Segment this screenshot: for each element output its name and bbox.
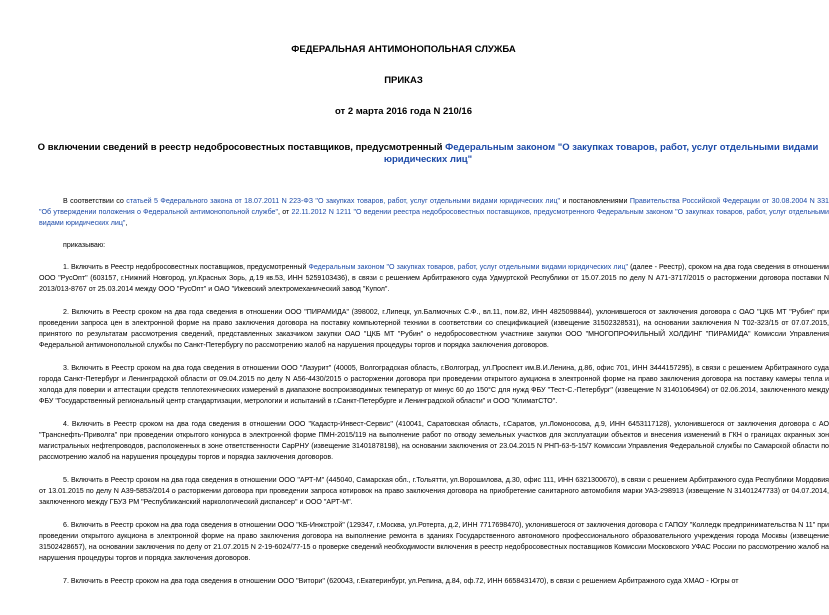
item-5: 5. Включить в Реестр сроком на два года сведения в отношении ООО "АРТ-М" (445040, Самарская обл., г.Тольятти, ул.Ворошилова, д.30, офис 111, ИНН 6321300670), в связи с решением Арбитражного суда Республики Мордовия от 13.01.2015 по делу N А39-5853/2014 о расторжении договора при проведении запроса котировок на право заключения договора на приобретение санитарного автомобиля марки УАЗ-298913 (извещение N 31401247733) от 04.07.2014, заключенного между ГБУЗ РМ "Республиканский наркологический диспансер" и ООО "АРТ-М". (39, 476, 829, 506)
preamble-text-2: и постановлениями (560, 197, 630, 205)
link-postanovlenie-331[interactable]: Правительства Российской Федерации от 30.08.2004 N 331 "Об утверждении положения о Федеральной антимонопольной службе" (39, 197, 829, 216)
item-1 (39, 262, 829, 295)
item-4: 4. Включить в Реестр сроком на два года сведения в отношении ООО "Кадастр-Инвест-Сервис" (410041, Саратовская область, г.Саратов, ул.Ломоносова, д.9, ИНН 6453117128), уклонившегося от заключения договора с АО "Транснефть-Приволга" при проведении открытого конкурса в электронной форме ПМН-2015/119 на выполнение работ по отводу земельных участков для эксплуатации объектов и внесения изменений в ГКН о границах охранных зон магистральных нефтепроводов, расположенных в зоне ответственности СарРНУ (извещение 31401878198), на основании заключения от 23.04.2015 N РНП-63-5-15/7 Комиссии Управления Федеральной службы по Самарской области по рассмотрению жалоб на нарушения процедуры торгов и порядка заключения договоров. (39, 420, 829, 461)
item-7: 7. Включить в Реестр сроком на два года сведения в отношении ООО "Витори" (620043, г.Екатеринбург, ул.Репина, д.84, оф.72, ИНН 6658431470), в связи с решением Арбитражного суда ХМАО - Югры от (63, 577, 739, 585)
doc-body (39, 196, 829, 587)
preamble-text-4: , (125, 219, 128, 227)
item-3: 3. Включить в Реестр сроком на два года сведения в отношении ООО "Лазурит" (40005, Волгоградская область, г.Волгоград, ул.Проспект им.В.И.Ленина, д.86, офис 701, ИНН 3444157295), в связи с решением Арбитражного суда города Санкт-Петербург и Ленинградской области от 09.04.2015 по делу N А56-4430/2015 о расторжении договора при проведении открытого аукциона в электронной форме на право заключения договора на поставку камеры тепла и холода для поверки и аттестации средств теплотехнических измерений в диапазоне воспроизводимых температур от минус 60 до 150°С для нужд ФБУ "Тест-С.-Петербург" (извещение N 31401064964) от 02.06.2014, заключенного между ФБУ "Государственный региональный центр стандартизации, метрологии и испытаний в г.Санкт-Петербурге и Ленинградской области" и ООО "КлиматСТО". (39, 364, 829, 405)
preamble-text-1: В соответствии со (63, 197, 127, 205)
link-article-5[interactable]: статьей 5 Федерального закона от 18.07.2011 N 223-ФЗ "О закупках товаров, работ, услуг отдельными видами юридических лиц" (126, 197, 561, 205)
doc-date-number: от 2 марта 2016 года N 210/16 (334, 106, 472, 117)
title-text: О включении сведений в реестр недобросовестных поставщиков, предусмотренный (37, 142, 446, 153)
doc-title (33, 142, 823, 166)
link-postanovlenie-1211[interactable]: 22.11.2012 N 1211 "О ведении реестра недобросовестных поставщиков, предусмотренного Федеральным законом "О закупках товаров, работ, услуг отдельными видами юридических лиц" (39, 208, 829, 227)
item-2: 2. Включить в Реестр сроком на два года сведения в отношении ООО "ПИРАМИДА" (398002, г.Липецк, ул.Балмочных С.Ф., вл.11, пом.82, ИНН 4825098844), уклонившегося от заключения договора с ОАО "ЦКБ МТ "Рубин" при проведении запроса цен в электронной форме на право заключения договора на поставку компьютерной техники в соответствии со спецификацией (извещение 31502328531), на основании заключения N Т02-323/15 от 07.07.2015, принятого по результатам рассмотрения сведений, представленных заказчиком закупки ОАО "ЦКБ МТ "Рубин" о недобросовестном участнике закупки ООО "МНОГОПРОФИЛЬНЫЙ ХОЛДИНГ "ПИРАМИДА" Комиссии Управления Федеральной антимонопольной службы по Санкт-Петербургу по рассмотрению жалоб на нарушения процедуры торгов и порядка заключения договоров. (39, 308, 829, 349)
doc-type: ПРИКАЗ (384, 75, 423, 86)
prikazyvayu: приказываю: (63, 241, 106, 249)
item-1-law-link[interactable]: Федеральным законом "О закупках товаров, работ, услуг отдельными видами юридических лиц" (308, 263, 629, 271)
item-1-text-b: (далее - Реестр), сроком на два года сведения в отношении ООО "РусОпт" (603157, г.Нижний Новгород, ул.Красных Зорь, д.19 кв.53, ИНН 5259103436), в связи с решением Арбитражного суда Удмуртской Республики от 15.07.2015 по делу N А71-3717/2015 о расторжении договора поставки N 2013/013-8767 от 25.03.2014 между ООО "РусОпт" и ОАО "Ижевский электромеханический завод "Купол". (39, 263, 829, 293)
title-law-link[interactable]: Федеральным законом "О закупках товаров, работ, услуг отдельными видами юридических лиц" (383, 142, 819, 165)
document-page (0, 44, 829, 615)
preamble-text-3: , от (278, 208, 292, 216)
preamble (39, 196, 829, 229)
item-6: 6. Включить в Реестр сроком на два года сведения в отношении ООО "КБ-Инжстрой" (129347, г.Москва, ул.Ротерта, д.2, ИНН 7717698470), уклонившегося от заключения договора с ГАПОУ "Колледж предпринимательства N 11" при проведении открытого аукциона в электронной форме на право заключения договора на выполнение ремонта в зданиях Государственного автономного профессионального образовательного учреждения города Москвы (извещение 31502428657), на основании заключения по делу от 21.07.2015 N 2-19-6024/77-15 о проверке сведений необходимости включения в реестр недобросовестных поставщиков Комиссии Московского УФАС России по рассмотрению жалоб на нарушения процедуры торгов и порядка заключения договоров. (39, 521, 829, 562)
item-1-text-a: 1. Включить в Реестр недобросовестных поставщиков, предусмотренный (63, 263, 309, 271)
agency-name: ФЕДЕРАЛЬНАЯ АНТИМОНОПОЛЬНАЯ СЛУЖБА (291, 44, 516, 55)
